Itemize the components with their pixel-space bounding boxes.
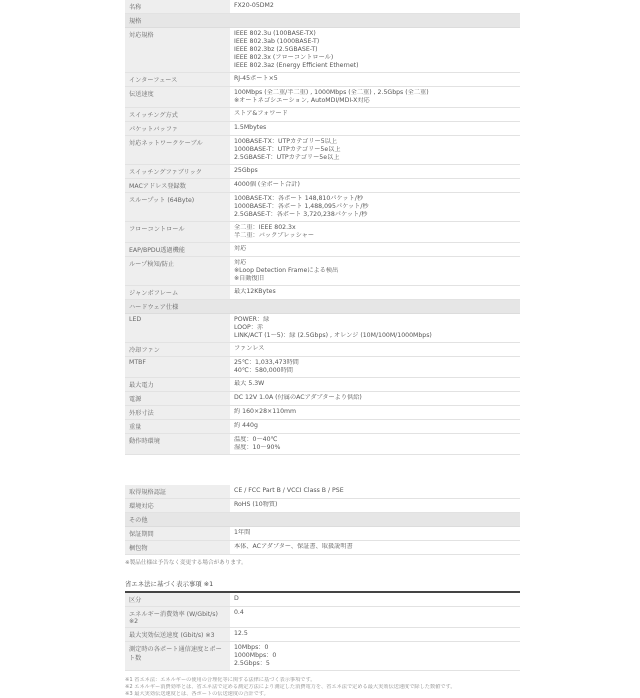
value-line: 約 440g (234, 422, 258, 429)
value-line: POWER：緑 (234, 316, 270, 323)
value-line: LINK/ACT (1〜5)：緑 (2.5Gbps) , オレンジ (10M/100M/1000Mbps) (234, 332, 432, 339)
table-row (125, 136, 520, 165)
value-line: 100BASE-TX：UTPカテゴリー5以上 (234, 138, 338, 145)
row-value (230, 136, 520, 164)
row-label: フローコントロール (125, 222, 230, 242)
row-value (230, 179, 520, 192)
row-label: 動作時環境 (125, 434, 230, 454)
section-header: その他 (125, 513, 520, 527)
spec-sheet (125, 0, 520, 698)
table-row (125, 222, 520, 243)
value-line: 半二重：バックプレッシャー (234, 232, 315, 239)
value-line: 対応 (234, 245, 247, 252)
spacer (125, 455, 520, 485)
row-label: 対応規格 (125, 28, 230, 72)
row-value (230, 108, 520, 121)
row-label: 重量 (125, 420, 230, 433)
value-line: 1000Mbps：0 (234, 652, 277, 659)
row-value (230, 420, 520, 433)
row-label: エネルギー消費効率 (W/Gbit/s) ※2 (125, 607, 230, 627)
row-value (230, 593, 520, 606)
spec-note: ※製品仕様は予告なく変更する場合があります。 (125, 560, 247, 566)
table-row (125, 527, 520, 541)
value-line: 25℃：1,033,473時間 (234, 359, 299, 366)
value-line: 0.4 (234, 609, 244, 616)
row-label: 環境対応 (125, 499, 230, 512)
table-row (125, 286, 520, 300)
section-header: ハードウェア仕様 (125, 300, 520, 314)
row-label: 伝送速度 (125, 87, 230, 107)
row-label: 保証期間 (125, 527, 230, 540)
value-line: 1.5Mbytes (234, 124, 267, 131)
value-line: IEEE 802.3x (フローコントロール) (234, 54, 334, 61)
section-header: 規格 (125, 14, 520, 28)
value-line: 湿度：10〜90% (234, 444, 281, 451)
row-value (230, 541, 520, 554)
row-label: LED (125, 314, 230, 342)
row-value (230, 499, 520, 512)
table-row (125, 541, 520, 555)
table-row (125, 257, 520, 286)
table-row (125, 642, 520, 671)
row-label: 冷却ファン (125, 343, 230, 356)
value-line: 2.5GBASE-T：UTPカテゴリー5e以上 (234, 154, 340, 161)
value-line: 12.5 (234, 630, 248, 637)
value-line: RJ-45ポート×5 (234, 75, 278, 82)
row-value (230, 87, 520, 107)
value-line: LOOP：赤 (234, 324, 264, 331)
row-label: 電源 (125, 392, 230, 405)
row-value (230, 165, 520, 178)
table-row (125, 314, 520, 343)
row-label: 対応ネットワークケーブル (125, 136, 230, 164)
value-line: 10Mbps：0 (234, 644, 269, 651)
row-value (230, 343, 520, 356)
value-line: 2.5Gbps：5 (234, 660, 270, 667)
row-value (230, 243, 520, 256)
footnote: ※1 省エネ法：エネルギーの使用の合理化等に関する法律に基づく表示事項です。 (125, 677, 316, 683)
value-line: 全二重：IEEE 802.3x (234, 224, 296, 231)
table-row (125, 420, 520, 434)
row-value (230, 406, 520, 419)
row-label: 最大電力 (125, 378, 230, 391)
row-value (230, 378, 520, 391)
row-label: スループット (64Byte) (125, 193, 230, 221)
row-value (230, 73, 520, 86)
table-row (125, 485, 520, 499)
table-row (125, 392, 520, 406)
table-row (125, 165, 520, 179)
value-line: ※Loop Detection Frameによる検出 (234, 267, 339, 274)
row-label: MACアドレス登録数 (125, 179, 230, 192)
row-value (230, 257, 520, 285)
table-row (125, 607, 520, 628)
value-line: 最大 5.3W (234, 380, 265, 387)
row-label: 名称 (125, 0, 230, 13)
value-line: IEEE 802.3u (100BASE-TX) (234, 30, 316, 37)
row-value (230, 485, 520, 498)
spec-table-2 (125, 485, 520, 555)
value-line: 1年間 (234, 529, 251, 536)
value-line: DC 12V 1.0A (付属のACアダプターより供給) (234, 394, 362, 401)
value-line: IEEE 802.3ab (1000BASE-T) (234, 38, 320, 45)
row-label: 最大実効伝送速度 (Gbit/s) ※3 (125, 628, 230, 641)
value-line: 1000BASE-T：UTPカテゴリー5e以上 (234, 146, 341, 153)
value-line: ※オートネゴシエーション, AutoMDI/MDI-X対応 (234, 97, 370, 104)
row-value (230, 28, 520, 72)
value-line: ※自動復旧 (234, 275, 264, 282)
row-label: MTBF (125, 357, 230, 377)
value-line: 40℃：580,000時間 (234, 367, 293, 374)
row-value (230, 314, 520, 342)
row-value (230, 0, 520, 13)
row-value (230, 193, 520, 221)
footnote: ※3 最大実効伝送速度とは、各ポートの伝送速度の合計です。 (125, 691, 269, 697)
row-label: EAP/BPDU透過機能 (125, 243, 230, 256)
table-row (125, 434, 520, 455)
table-row (125, 179, 520, 193)
value-line: 対応 (234, 259, 247, 266)
energy-table (125, 593, 520, 671)
table-row (125, 243, 520, 257)
table-row (125, 593, 520, 607)
value-line: RoHS (10物質) (234, 501, 278, 508)
table-row (125, 28, 520, 73)
table-row (125, 378, 520, 392)
row-label: 梱包物 (125, 541, 230, 554)
row-label: ジャンボフレーム (125, 286, 230, 299)
table-row (125, 108, 520, 122)
row-label: ループ検知/防止 (125, 257, 230, 285)
row-value (230, 222, 520, 242)
value-line: CE / FCC Part B / VCCI Class B / PSE (234, 487, 344, 494)
value-line: FX20-05DM2 (234, 2, 274, 9)
value-line: 100BASE-TX：各ポート 148,810パケット/秒 (234, 195, 364, 202)
row-value (230, 434, 520, 454)
value-line: 1000BASE-T：各ポート 1,488,095パケット/秒 (234, 203, 369, 210)
value-line: 本体、ACアダプター、保証書、取扱説明書 (234, 543, 353, 550)
value-line: ファンレス (234, 345, 265, 352)
row-value (230, 628, 520, 641)
row-value (230, 357, 520, 377)
value-line: 約 160×28×110mm (234, 408, 297, 415)
value-line: 2.5GBASE-T：各ポート 3,720,238パケット/秒 (234, 211, 368, 218)
row-value (230, 286, 520, 299)
spec-table (125, 0, 520, 455)
table-row (125, 343, 520, 357)
value-line: IEEE 802.3bz (2.5GBASE-T) (234, 46, 318, 53)
table-row (125, 499, 520, 513)
table-row (125, 357, 520, 378)
value-line: D (234, 595, 239, 602)
table-row (125, 73, 520, 87)
value-line: 25Gbps (234, 167, 258, 174)
value-line: 温度：0〜40℃ (234, 436, 278, 443)
row-value (230, 527, 520, 540)
energy-heading: 省エネ法に基づく表示事項 ※1 (125, 575, 520, 593)
row-label: パケットバッファ (125, 122, 230, 135)
value-line: 最大12KBytes (234, 288, 276, 295)
footnotes (125, 677, 520, 698)
row-value (230, 122, 520, 135)
table-row (125, 0, 520, 14)
row-label: スイッチングファブリック (125, 165, 230, 178)
value-line: 4000個 (全ポート合計) (234, 181, 300, 188)
table-row (125, 193, 520, 222)
table-row (125, 122, 520, 136)
value-line: IEEE 802.3az (Energy Efficient Ethernet) (234, 62, 359, 69)
row-label: 外形寸法 (125, 406, 230, 419)
row-label: インターフェース (125, 73, 230, 86)
table-row (125, 87, 520, 108)
row-label: スイッチング方式 (125, 108, 230, 121)
row-value (230, 392, 520, 405)
footnote: ※2 エネルギー消費効率とは、省エネ法で定める測定方法により測定した消費電力を、省エネ法で定める最大実効伝送速度で除した数値です。 (125, 684, 456, 690)
row-value (230, 607, 520, 627)
table-row (125, 406, 520, 420)
row-value (230, 642, 520, 670)
value-line: ストア&フォワード (234, 110, 288, 117)
row-label: 取得規格認証 (125, 485, 230, 498)
value-line: 100Mbps (全二重/半二重) , 1000Mbps (全二重) , 2.5Gbps (全二重) (234, 89, 429, 96)
row-label: 測定時の各ポート通信速度とポート数 (125, 642, 230, 670)
row-label: 区分 (125, 593, 230, 606)
